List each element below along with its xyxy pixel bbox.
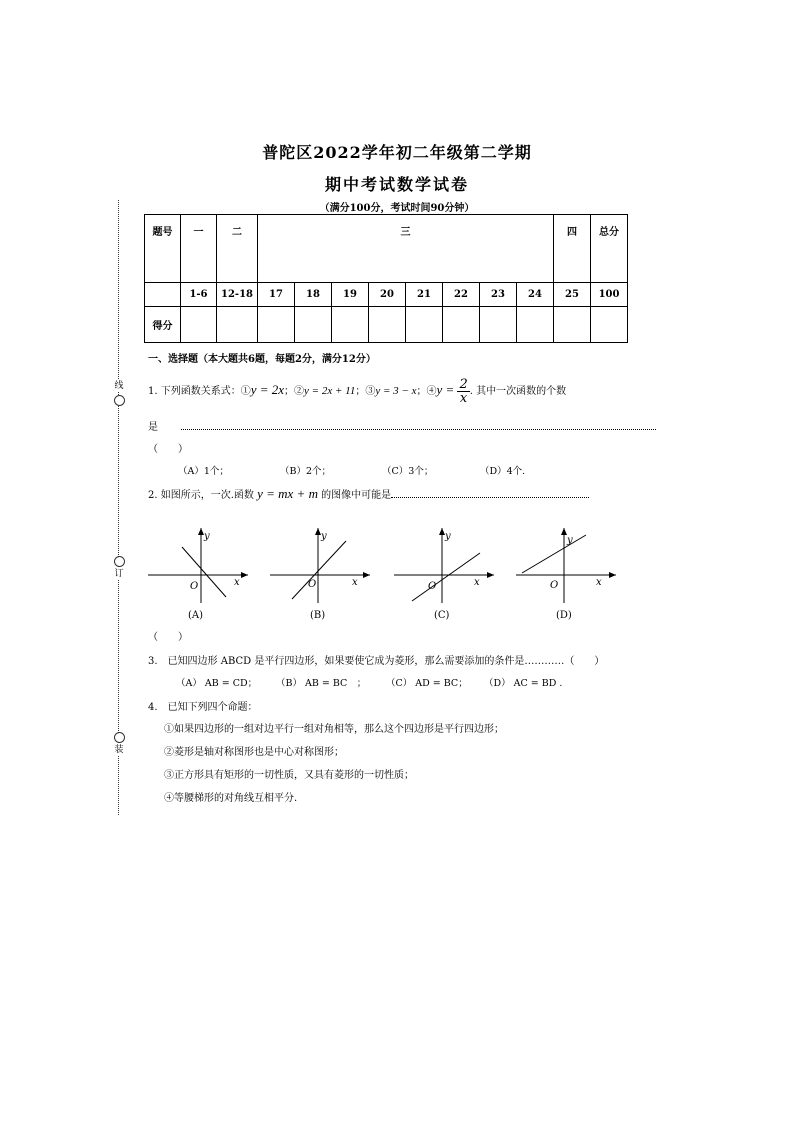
x-axis-arrow xyxy=(241,572,248,578)
score-table-score-label: 得分 xyxy=(145,307,181,343)
origin-label: O xyxy=(550,580,559,591)
q3-option-a[interactable]: （A） AB = CD； xyxy=(176,678,258,689)
q2-formula: y = mx + m xyxy=(257,486,318,501)
q1-formula-3: y = 3 − x xyxy=(375,385,417,397)
score-cell[interactable] xyxy=(295,307,332,343)
score-table-header-part3: 三 xyxy=(258,215,554,283)
x-axis-arrow xyxy=(363,572,370,578)
graph-d-label: (D) xyxy=(556,610,572,621)
q3-option-d[interactable]: （D） AC = BD . xyxy=(484,678,563,689)
y-axis-label: y xyxy=(567,535,573,546)
q1-suffix: . 其中一次函数的个数 xyxy=(469,386,567,397)
binding-circle xyxy=(114,732,125,743)
exam-title-line1: 普陀区2022学年初二年级第二学期 xyxy=(262,143,532,162)
q1-formula-1: y = 2x xyxy=(250,382,285,397)
score-table-range: 25 xyxy=(554,283,591,307)
x-axis-arrow xyxy=(609,572,616,578)
section-heading: 一、选择题（本大题共6题，每题2分，满分12分） xyxy=(148,354,376,365)
binding-label-xian: 线 xyxy=(112,380,126,392)
binding-label-ding: 订 xyxy=(112,568,126,580)
score-table-blank-cell xyxy=(145,283,181,307)
q1-answer-paren[interactable]: （ ） xyxy=(148,444,188,455)
score-cell[interactable] xyxy=(443,307,480,343)
question-1 xyxy=(148,378,566,405)
score-table-range: 20 xyxy=(369,283,406,307)
graph-d[interactable] xyxy=(514,525,618,605)
q1-formula-2: y = 2x + 11 xyxy=(304,385,356,397)
score-table-header-label: 题号 xyxy=(145,215,181,283)
x-axis-label: x xyxy=(352,577,358,588)
binding-circle xyxy=(114,395,125,406)
q1-option-c[interactable]: （C）3个； xyxy=(382,466,434,477)
score-cell[interactable] xyxy=(591,307,628,343)
score-table-range: 19 xyxy=(332,283,369,307)
graph-a-label: (A) xyxy=(188,610,204,621)
answer-leader-dots xyxy=(391,497,589,498)
score-cell[interactable] xyxy=(554,307,591,343)
graph-c[interactable] xyxy=(392,525,496,605)
answer-leader-dots xyxy=(181,429,656,430)
score-cell[interactable] xyxy=(406,307,443,343)
q2-suffix: 的图像中可能是 xyxy=(321,490,392,501)
q3-option-c[interactable]: （C） AD = BC； xyxy=(386,678,468,689)
q1-prefix: 1. 下列函数关系式：① xyxy=(148,386,251,397)
binding-label-zhuang: 装 xyxy=(112,744,126,756)
exam-title-line2: 期中考试数学试卷 xyxy=(324,175,469,194)
q1-option-a[interactable]: （A）1个； xyxy=(178,466,229,477)
q1-fraction-denominator: x xyxy=(459,391,468,406)
graph-c-label: (C) xyxy=(434,610,450,621)
q1-line2 xyxy=(148,418,656,433)
score-table-range: 100 xyxy=(591,283,628,307)
x-axis-label: x xyxy=(474,577,480,588)
q1-fraction-numerator: 2 xyxy=(459,377,468,392)
q1-fraction xyxy=(457,378,469,405)
y-axis-arrow xyxy=(561,528,567,535)
score-table-range: 24 xyxy=(517,283,554,307)
score-cell[interactable] xyxy=(181,307,217,343)
origin-label: O xyxy=(428,581,437,592)
origin-label: O xyxy=(190,581,199,592)
score-table-header-total: 总分 xyxy=(591,215,628,283)
q4-statement-3: ③正方形具有矩形的一切性质，又具有菱形的一切性质； xyxy=(164,770,414,781)
score-cell[interactable] xyxy=(517,307,554,343)
y-axis-label: y xyxy=(445,531,451,542)
score-table-range: 23 xyxy=(480,283,517,307)
graph-b[interactable] xyxy=(268,525,372,605)
x-axis-label: x xyxy=(234,577,240,588)
binding-line xyxy=(118,200,119,815)
q4-statement-1: ①如果四边形的一组对边平行一组对角相等，那么这个四边形是平行四边形； xyxy=(164,724,504,735)
q4-statement-2: ②菱形是轴对称图形也是中心对称图形； xyxy=(164,747,344,758)
graph-b-label: (B) xyxy=(310,610,326,621)
score-cell[interactable] xyxy=(258,307,295,343)
q1-formula-4-lhs: y = xyxy=(436,382,455,397)
q1-option-b[interactable]: （B）2个； xyxy=(280,466,332,477)
q1-line2-text: 是 xyxy=(148,422,158,433)
question-2 xyxy=(148,486,589,502)
origin-label: O xyxy=(308,579,317,590)
function-line xyxy=(292,541,346,599)
q1-sep: ；③ xyxy=(355,386,376,397)
score-table xyxy=(144,214,628,343)
binding-circle xyxy=(114,556,125,567)
x-axis-label: x xyxy=(596,577,602,588)
question-4: 4. 已知下列四个命题： xyxy=(148,702,258,713)
score-table-range: 21 xyxy=(406,283,443,307)
score-cell[interactable] xyxy=(332,307,369,343)
y-axis-label: y xyxy=(204,531,210,542)
graph-a[interactable] xyxy=(146,525,250,605)
question-3: 3. 已知四边形 ABCD 是平行四边形，如果要使它成为菱形，那么需要添加的条件是…………（ ） xyxy=(148,656,605,667)
x-axis-arrow xyxy=(487,572,494,578)
score-table-range: 1-6 xyxy=(181,283,217,307)
score-cell[interactable] xyxy=(369,307,406,343)
score-table-header-part2: 二 xyxy=(217,215,258,283)
q1-sep: ；④ xyxy=(416,386,437,397)
q2-answer-paren[interactable]: （ ） xyxy=(148,632,188,643)
y-axis-label: y xyxy=(321,531,327,542)
exam-subtitle: （满分100分，考试时间90分钟） xyxy=(319,203,475,214)
function-line xyxy=(522,535,586,573)
q1-option-d[interactable]: （D）4个. xyxy=(480,466,526,477)
score-table-header-part4: 四 xyxy=(554,215,591,283)
q2-prefix: 2. 如图所示，一次.函数 xyxy=(148,490,254,501)
function-line xyxy=(182,547,226,597)
q3-option-b[interactable]: （B） AB = BC ； xyxy=(276,678,367,689)
score-table-range: 18 xyxy=(295,283,332,307)
q4-statement-4: ④等腰梯形的对角线互相平分. xyxy=(164,793,298,804)
score-table-range: 22 xyxy=(443,283,480,307)
score-cell[interactable] xyxy=(217,307,258,343)
function-line xyxy=(412,553,480,601)
q1-sep: ；② xyxy=(284,386,305,397)
score-table-range: 17 xyxy=(258,283,295,307)
score-cell[interactable] xyxy=(480,307,517,343)
score-table-header-part1: 一 xyxy=(181,215,217,283)
score-table-range: 12-18 xyxy=(217,283,258,307)
